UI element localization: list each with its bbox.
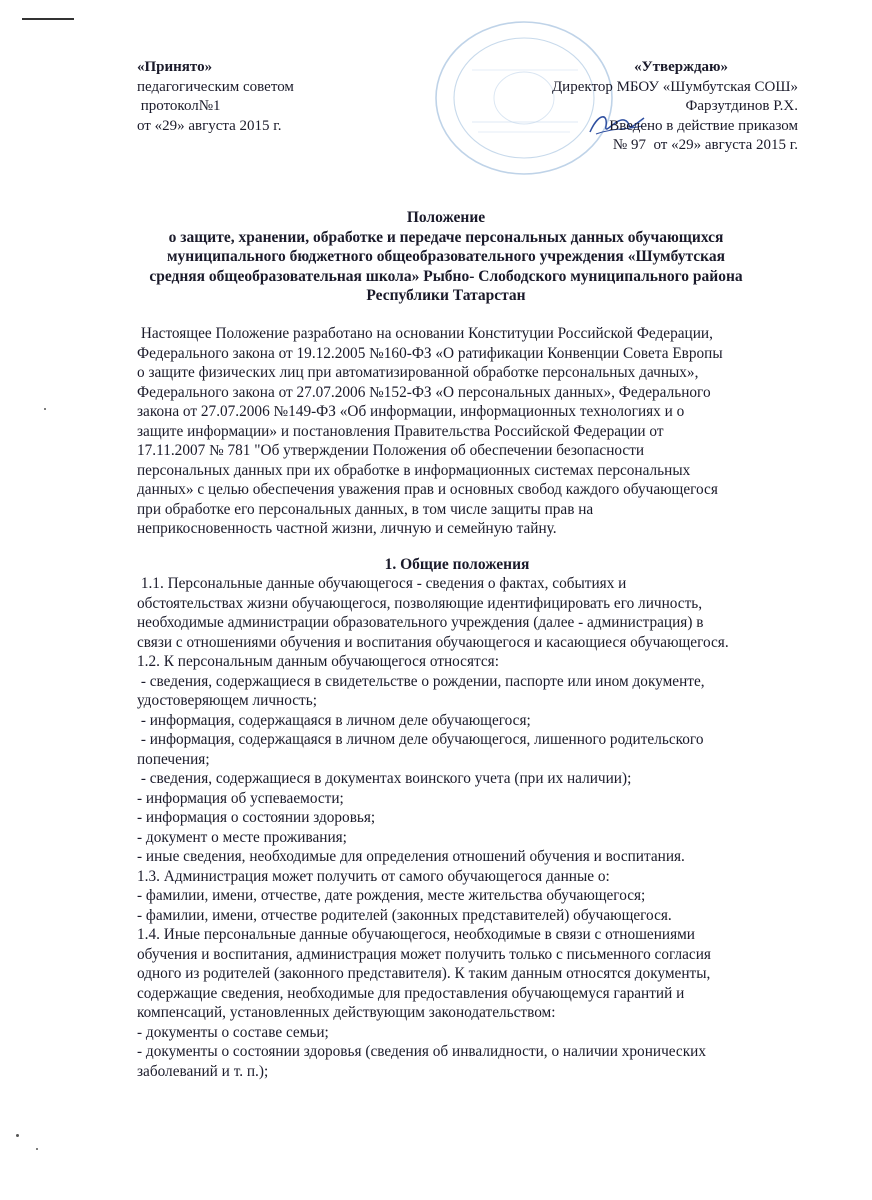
scan-speck (36, 1148, 38, 1150)
section-line: - информация о состоянии здоровья; (137, 809, 376, 826)
document-title (120, 208, 772, 306)
approved-order-date: № 97 от «29» августа 2015 г. (612, 137, 798, 153)
section-line: обучения и воспитания, администрация может получить только с письменного согласия (137, 945, 711, 963)
section-line: 1.1. Персональные данные обучающегося - сведения о фактах, событиях и (137, 575, 627, 592)
accepted-protocol: протокол№1 (137, 98, 221, 114)
section-line: одного из родителей (законного представителя). К таким данным относятся документы, (137, 965, 711, 982)
section-line: связи с отношениями обучения и воспитания обучающегося и касающиеся обучающегося. (137, 633, 729, 651)
intro-line: 17.11.2007 № 781 "Об утверждении Положения об обеспечении безопасности (137, 442, 645, 459)
section-line: - документы о составе семьи; (137, 1023, 329, 1041)
section-line: - документы о состоянии здоровья (сведения об инвалидности, о наличии хронических (137, 1043, 706, 1060)
approved-name: Фарзутдинов Р.Х. (685, 98, 798, 114)
intro-line: Настоящее Положение разработано на основании Конституции Российской Федерации, (137, 325, 713, 342)
section-line: - документ о месте проживания; (137, 828, 347, 846)
section-line: - иные сведения, необходимые для определения отношений обучения и воспитания. (137, 848, 685, 865)
section-line: - сведения, содержащиеся в свидетельстве о рождении, паспорте или ином документе, (137, 672, 705, 690)
intro-line: защите информации» и постановления Правительства Российской Федерации от (137, 422, 664, 440)
section-line: - фамилии, имени, отчестве родителей (законных представителей) обучающегося. (137, 906, 672, 924)
section-1-body (137, 574, 817, 1081)
approved-order: Введено в действие приказом (609, 117, 798, 134)
scan-speck (16, 1134, 19, 1137)
intro-paragraph (137, 324, 817, 539)
title-line: Республики Татарстан (366, 287, 526, 304)
section-line: - информация, содержащаяся в личном деле обучающегося, лишенного родительского (137, 731, 704, 748)
intro-line: Федерального закона от 19.12.2005 №160-ФЗ «О ратификации Конвенции Совета Европы (137, 344, 723, 362)
approved-block (470, 58, 798, 156)
approved-label: «Утверждаю» (634, 59, 728, 75)
section-line: необходимые администрации образовательного учреждения (далее - администрация) в (137, 614, 704, 631)
corner-scan-mark (22, 18, 74, 20)
section-line: 1.3. Администрация может получить от самого обучающегося данные о: (137, 867, 610, 885)
section-line: - информация, содержащаяся в личном деле обучающегося; (137, 711, 531, 729)
section-line: удостоверяющем личность; (137, 692, 317, 709)
section-1-heading: 1. Общие положения (384, 556, 530, 573)
section-line: - сведения, содержащиеся в документах воинского учета (при их наличии); (137, 770, 632, 787)
section-line: компенсаций, установленных действующим законодательством: (137, 1004, 556, 1021)
intro-line: неприкосновенность частной жизни, личную и семейную тайну. (137, 520, 557, 537)
intro-line: при обработке его персональных данных, в том числе защиты прав на (137, 500, 594, 518)
accepted-label: «Принято» (137, 59, 213, 75)
section-line: содержащие сведения, необходимые для предоставления обучающемуся гарантий и (137, 984, 685, 1002)
section-line: обстоятельствах жизни обучающегося, позволяющие идентифицировать его личность, (137, 594, 703, 612)
title-line: муниципального бюджетного общеобразовательного учреждения «Шумбутская (166, 248, 725, 265)
intro-line: Федерального закона от 27.07.2006 №152-ФЗ «О персональных данных», Федерального (137, 383, 711, 401)
intro-line: о защите физических лиц при автоматизированной обработке персональных дачных», (137, 364, 699, 381)
intro-line: данных» с целью обеспечения уважения прав и основных свобод каждого обучающегося (137, 481, 718, 498)
accepted-block (137, 58, 417, 136)
section-line: 1.2. К персональным данным обучающегося относятся: (137, 653, 499, 670)
approved-director: Директор МБОУ «Шумбутская СОШ» (551, 78, 798, 95)
intro-line: закона от 27.07.2006 №149-ФЗ «Об информации, информационных технологиях и о (137, 403, 685, 420)
section-line: 1.4. Иные персональные данные обучающегося, необходимые в связи с отношениями (137, 926, 695, 943)
intro-line: персональных данных при их обработке в информационных системах персональных (137, 461, 691, 479)
section-line: попечения; (137, 750, 210, 768)
section-line: - фамилии, имени, отчестве, дате рождения, месте жительства обучающегося; (137, 887, 646, 904)
accepted-date: от «29» августа 2015 г. (137, 117, 282, 134)
accepted-council: педагогическим советом (137, 78, 294, 95)
title-line: средняя общеобразовательная школа» Рыбно- Слободского муниципального района (149, 267, 743, 285)
scan-speck (44, 408, 46, 410)
title-line: Положение (406, 209, 486, 226)
section-line: - информация об успеваемости; (137, 789, 344, 807)
section-line: заболеваний и т. п.); (137, 1062, 269, 1080)
title-line: о защите, хранении, обработке и передаче персональных данных обучающихся (168, 228, 724, 246)
